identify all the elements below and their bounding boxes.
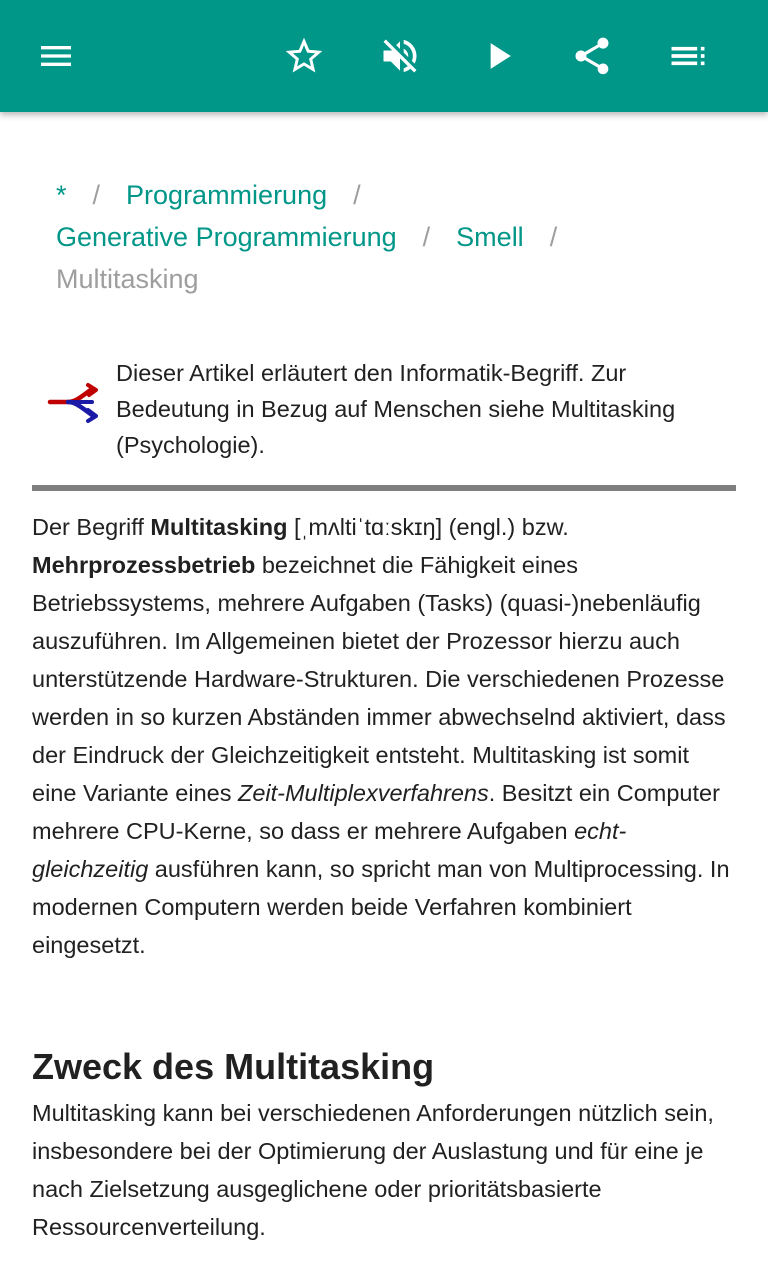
play-icon <box>476 34 520 78</box>
breadcrumb-separator: / <box>549 222 558 252</box>
intro-text: bezeichnet die Fähigkeit eines Betriebssystems, mehrere Aufgaben (Tasks) (quasi-)nebenläufig auszuführen. Im Allgemeinen bietet der Prozessor hierzu auch unterstützende Hardware-Strukturen. Die verschiedenen Prozesse werden in so kurzen Abständen immer abwechselnd aktiviert, dass der Eindruck der Gleichzeitigkeit entsteht. Multitasking ist somit eine Variante eines <box>32 552 726 806</box>
breadcrumb-current: Multitasking <box>56 264 199 294</box>
breadcrumb-item-generative-programmierung[interactable]: Generative Programmierung <box>56 222 397 252</box>
breadcrumb-separator: / <box>353 180 361 210</box>
mute-button[interactable] <box>368 24 432 88</box>
section-heading: Zweck des Multitasking <box>32 1046 435 1087</box>
bookmark-button[interactable] <box>272 24 336 88</box>
star-icon <box>282 34 326 78</box>
intro-text: Der Begriff <box>32 514 151 540</box>
breadcrumb-separator: / <box>422 222 431 252</box>
menu-icon <box>36 36 76 76</box>
breadcrumb <box>56 174 736 300</box>
italic-echt-gleichzeitig: echt-gleichzeitig <box>32 818 627 882</box>
disambiguation-icon <box>46 382 102 426</box>
breadcrumb-item-programmierung[interactable]: Programmierung <box>126 180 328 210</box>
share-icon <box>570 34 614 78</box>
intro-paragraph <box>32 508 738 964</box>
term-multitasking: Multitasking <box>150 514 288 540</box>
toc-button[interactable] <box>656 24 720 88</box>
intro-text: . Besitzt ein Computer mehrere CPU-Kerne, so dass er mehrere Aufgaben <box>32 780 720 844</box>
intro-text: ausführen kann, so spricht man von Multiprocessing. In modernen Computern werden beide Verfahren kombiniert eingesetzt. <box>32 856 730 958</box>
menu-button[interactable] <box>24 24 88 88</box>
app-toolbar <box>0 0 768 112</box>
breadcrumb-item-smell[interactable]: Smell <box>456 222 524 252</box>
italic-zeit-multiplexverfahrens: Zeit-Multiplexverfahrens <box>237 780 489 806</box>
hatnote <box>32 352 736 491</box>
volume-off-icon <box>378 34 422 78</box>
article-content <box>0 112 768 1280</box>
toc-icon <box>666 34 710 78</box>
breadcrumb-item-root[interactable]: * <box>56 180 67 210</box>
intro-text: [ˌmʌltiˈtɑːskɪŋ] (engl.) bzw. <box>287 514 569 540</box>
breadcrumb-separator: / <box>92 180 101 210</box>
term-mehrprozessbetrieb: Mehrprozessbetrieb <box>32 552 256 578</box>
play-button[interactable] <box>466 24 530 88</box>
hatnote-text: Dieser Artikel erläutert den Informatik-Begriff. Zur Bedeutung in Bezug auf Menschen siehe Multitasking (Psychologie). <box>116 360 676 458</box>
share-button[interactable] <box>560 24 624 88</box>
section-paragraph: Multitasking kann bei verschiedenen Anforderungen nützlich sein, insbesondere bei der Optimierung der Auslastung und für eine je nach Zielsetzung ausgeglichene oder prioritätsbasierte Ressourcenverteilung. <box>32 1100 714 1240</box>
